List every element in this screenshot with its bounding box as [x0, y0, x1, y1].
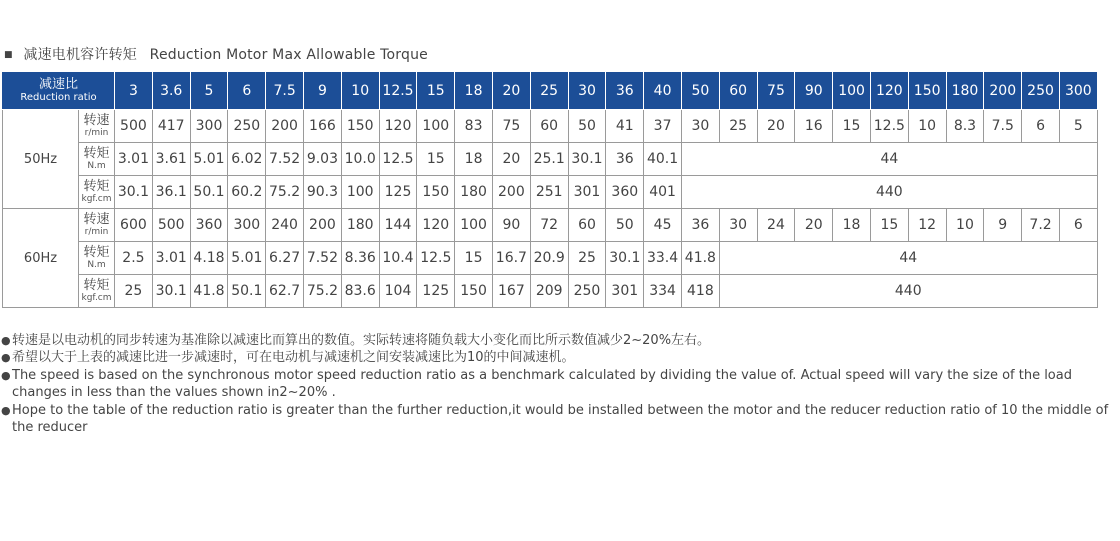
table-cell: 12.5: [417, 242, 455, 275]
table-cell: 60.2: [228, 176, 266, 209]
table-cell: 3.01: [115, 143, 153, 176]
table-cell: 40.1: [644, 143, 682, 176]
table-cell: 25: [115, 275, 153, 308]
table-cell: 7.52: [304, 242, 342, 275]
ratio-header-cell: 250: [1022, 72, 1060, 110]
bullet-icon: ●: [1, 351, 11, 365]
table-cell: 401: [644, 176, 682, 209]
unit-label: [79, 110, 115, 143]
ratio-header-cell: 18: [455, 72, 493, 110]
table-cell: 60: [568, 209, 606, 242]
table-cell: 20: [757, 110, 795, 143]
table-cell: 209: [530, 275, 568, 308]
table-cell: 150: [417, 176, 455, 209]
table-cell: 60: [530, 110, 568, 143]
table-cell: 500: [152, 209, 190, 242]
table-cell: 500: [115, 110, 153, 143]
table-cell: 250: [228, 110, 266, 143]
table-cell: 104: [379, 275, 417, 308]
unit-label: [79, 143, 115, 176]
table-cell: 83.6: [341, 275, 379, 308]
table-cell: 180: [455, 176, 493, 209]
table-cell: 30.1: [606, 242, 644, 275]
ratio-header-cell: 3: [115, 72, 153, 110]
table-cell: 37: [644, 110, 682, 143]
table-cell: 7.5: [984, 110, 1022, 143]
table-cell: 100: [455, 209, 493, 242]
ratio-header-cell: 75: [757, 72, 795, 110]
unit-label: [79, 242, 115, 275]
table-cell: 62.7: [266, 275, 304, 308]
table-cell: 100: [341, 176, 379, 209]
table-cell: 6.27: [266, 242, 304, 275]
frequency-label: 60Hz: [3, 209, 79, 308]
table-cell: 7.2: [1022, 209, 1060, 242]
table-cell: 12.5: [379, 143, 417, 176]
note-text: Hope to the table of the reduction ratio is greater than the further reduction,it would be installed between the motor and the reducer reduction ratio of 10 the middle of the reducer: [12, 402, 1109, 436]
ratio-header-cell: 5: [190, 72, 228, 110]
note-text: The speed is based on the synchronous motor speed reduction ratio as a benchmark calculated by dividing the value of. Actual speed will vary the size of the load changes in less than the values shown in2~20% .: [12, 367, 1072, 401]
table-row: [3, 110, 1098, 143]
unit-label-en: kgf.cm: [81, 194, 112, 204]
table-cell: 18: [455, 143, 493, 176]
table-cell: 300: [190, 110, 228, 143]
ratio-header-cell: 7.5: [266, 72, 304, 110]
table-cell: 50: [606, 209, 644, 242]
table-cell: 15: [455, 242, 493, 275]
table-cell: 50: [568, 110, 606, 143]
unit-label-zh: 转矩: [83, 179, 110, 194]
ratio-header-cell: 30: [568, 72, 606, 110]
table-cell: 8.3: [946, 110, 984, 143]
note-text: 希望以大于上表的减速比进一步减速时，可在电动机与减速机之间安装减速比为10的中间减速机。: [12, 350, 575, 366]
table-cell: 18: [833, 209, 871, 242]
table-cell: 166: [304, 110, 342, 143]
ratio-header-cell: 60: [719, 72, 757, 110]
ratio-header-cell: 100: [833, 72, 871, 110]
bullet-icon: ●: [1, 403, 11, 417]
table-row: [3, 143, 1098, 176]
table-cell: 75: [492, 110, 530, 143]
header-label-zh: 减速比: [39, 77, 79, 92]
merged-value-cell: 440: [719, 275, 1097, 308]
ratio-header-cell: 12.5: [379, 72, 417, 110]
table-cell: 36: [606, 143, 644, 176]
title-en: Reduction Motor Max Allowable Torque: [149, 47, 428, 63]
table-cell: 15: [870, 209, 908, 242]
table-cell: 20: [795, 209, 833, 242]
ratio-header-cell: 15: [417, 72, 455, 110]
table-cell: 72: [530, 209, 568, 242]
merged-value-cell: 44: [681, 143, 1097, 176]
table-cell: 9.03: [304, 143, 342, 176]
table-cell: 41: [606, 110, 644, 143]
table-cell: 16.7: [492, 242, 530, 275]
note-item: [0, 332, 1118, 349]
table-cell: 75.2: [304, 275, 342, 308]
table-cell: 2.5: [115, 242, 153, 275]
table-cell: 20: [492, 143, 530, 176]
table-cell: 30.1: [115, 176, 153, 209]
title-zh: 减速电机容许转矩: [23, 47, 137, 63]
table-cell: 83: [455, 110, 493, 143]
table-cell: 25: [719, 110, 757, 143]
square-bullet-icon: ■: [4, 50, 13, 60]
table-cell: 5.01: [190, 143, 228, 176]
table-cell: 250: [568, 275, 606, 308]
note-item: [0, 402, 1118, 437]
table-cell: 6: [1022, 110, 1060, 143]
table-cell: 200: [266, 110, 304, 143]
table-row: [3, 209, 1098, 242]
table-cell: 200: [304, 209, 342, 242]
torque-table: [2, 71, 1098, 308]
unit-label: [79, 275, 115, 308]
ratio-header-cell: 300: [1059, 72, 1097, 110]
table-cell: 150: [455, 275, 493, 308]
table-cell: 33.4: [644, 242, 682, 275]
table-cell: 100: [417, 110, 455, 143]
table-cell: 125: [417, 275, 455, 308]
merged-value-cell: 440: [681, 176, 1097, 209]
table-cell: 15: [833, 110, 871, 143]
table-cell: 5.01: [228, 242, 266, 275]
table-cell: 12: [908, 209, 946, 242]
table-cell: 50.1: [228, 275, 266, 308]
table-cell: 30.1: [568, 143, 606, 176]
unit-label-zh: 转矩: [83, 146, 110, 161]
table-cell: 7.52: [266, 143, 304, 176]
table-cell: 90.3: [304, 176, 342, 209]
table-row: [3, 242, 1098, 275]
table-cell: 418: [681, 275, 719, 308]
table-cell: 30: [681, 110, 719, 143]
table-cell: 10.4: [379, 242, 417, 275]
page-title: [4, 44, 428, 64]
unit-label-zh: 转矩: [83, 278, 110, 293]
ratio-header-cell: 10: [341, 72, 379, 110]
table-cell: 180: [341, 209, 379, 242]
ratio-header-cell: 9: [304, 72, 342, 110]
unit-label: [79, 176, 115, 209]
table-cell: 6.02: [228, 143, 266, 176]
table-cell: 9: [984, 209, 1022, 242]
ratio-header-cell: 40: [644, 72, 682, 110]
table-cell: 200: [492, 176, 530, 209]
table-cell: 90: [492, 209, 530, 242]
ratio-header-cell: 200: [984, 72, 1022, 110]
table-cell: 25: [568, 242, 606, 275]
table-cell: 20.9: [530, 242, 568, 275]
table-cell: 3.01: [152, 242, 190, 275]
ratio-header-cell: 3.6: [152, 72, 190, 110]
table-cell: 41.8: [190, 275, 228, 308]
merged-value-cell: 44: [719, 242, 1097, 275]
unit-label-en: r/min: [84, 227, 109, 237]
frequency-label: 50Hz: [3, 110, 79, 209]
table-cell: 301: [568, 176, 606, 209]
unit-label-en: N.m: [87, 260, 106, 270]
table-cell: 144: [379, 209, 417, 242]
table-cell: 120: [379, 110, 417, 143]
table-cell: 334: [644, 275, 682, 308]
unit-label-zh: 转速: [83, 212, 110, 227]
header-label-en: Reduction ratio: [20, 92, 97, 103]
table-cell: 36: [681, 209, 719, 242]
unit-label-zh: 转速: [83, 113, 110, 128]
table-cell: 50.1: [190, 176, 228, 209]
ratio-header-cell: 20: [492, 72, 530, 110]
table-cell: 36.1: [152, 176, 190, 209]
unit-label-en: N.m: [87, 161, 106, 171]
unit-label-en: r/min: [84, 128, 109, 138]
table-row: [3, 176, 1098, 209]
ratio-header-cell: 6: [228, 72, 266, 110]
table-cell: 10: [908, 110, 946, 143]
reduction-ratio-header: [3, 72, 115, 110]
table-cell: 30.1: [152, 275, 190, 308]
ratio-header-cell: 120: [870, 72, 908, 110]
table-cell: 251: [530, 176, 568, 209]
table-cell: 167: [492, 275, 530, 308]
unit-label: [79, 209, 115, 242]
table-cell: 240: [266, 209, 304, 242]
table-cell: 8.36: [341, 242, 379, 275]
ratio-header-cell: 25: [530, 72, 568, 110]
table-cell: 301: [606, 275, 644, 308]
table-cell: 4.18: [190, 242, 228, 275]
ratio-header-cell: 50: [681, 72, 719, 110]
table-cell: 75.2: [266, 176, 304, 209]
note-item: [0, 367, 1118, 402]
table-cell: 10.0: [341, 143, 379, 176]
table-cell: 5: [1059, 110, 1097, 143]
table-cell: 30: [719, 209, 757, 242]
ratio-header-cell: 90: [795, 72, 833, 110]
table-cell: 120: [417, 209, 455, 242]
header-row: [3, 72, 1098, 110]
ratio-header-cell: 180: [946, 72, 984, 110]
table-cell: 125: [379, 176, 417, 209]
table-cell: 6: [1059, 209, 1097, 242]
note-item: [0, 349, 1118, 366]
bullet-icon: ●: [1, 368, 11, 382]
table-cell: 150: [341, 110, 379, 143]
unit-label-zh: 转矩: [83, 245, 110, 260]
notes-list: [0, 332, 1118, 436]
table-cell: 360: [190, 209, 228, 242]
table-cell: 600: [115, 209, 153, 242]
bullet-icon: ●: [1, 334, 11, 347]
note-text: 转速是以电动机的同步转速为基准除以减速比而算出的数值。实际转速将随负载大小变化而比所示数值减少2~20%左右。: [12, 333, 711, 348]
table-cell: 417: [152, 110, 190, 143]
table-cell: 10: [946, 209, 984, 242]
table-cell: 15: [417, 143, 455, 176]
table-cell: 300: [228, 209, 266, 242]
table-cell: 3.61: [152, 143, 190, 176]
table-cell: 360: [606, 176, 644, 209]
table-cell: 45: [644, 209, 682, 242]
unit-label-en: kgf.cm: [81, 293, 112, 303]
table-row: [3, 275, 1098, 308]
table-cell: 12.5: [870, 110, 908, 143]
table-cell: 24: [757, 209, 795, 242]
ratio-header-cell: 36: [606, 72, 644, 110]
table-cell: 41.8: [681, 242, 719, 275]
table-cell: 16: [795, 110, 833, 143]
table-cell: 25.1: [530, 143, 568, 176]
ratio-header-cell: 150: [908, 72, 946, 110]
